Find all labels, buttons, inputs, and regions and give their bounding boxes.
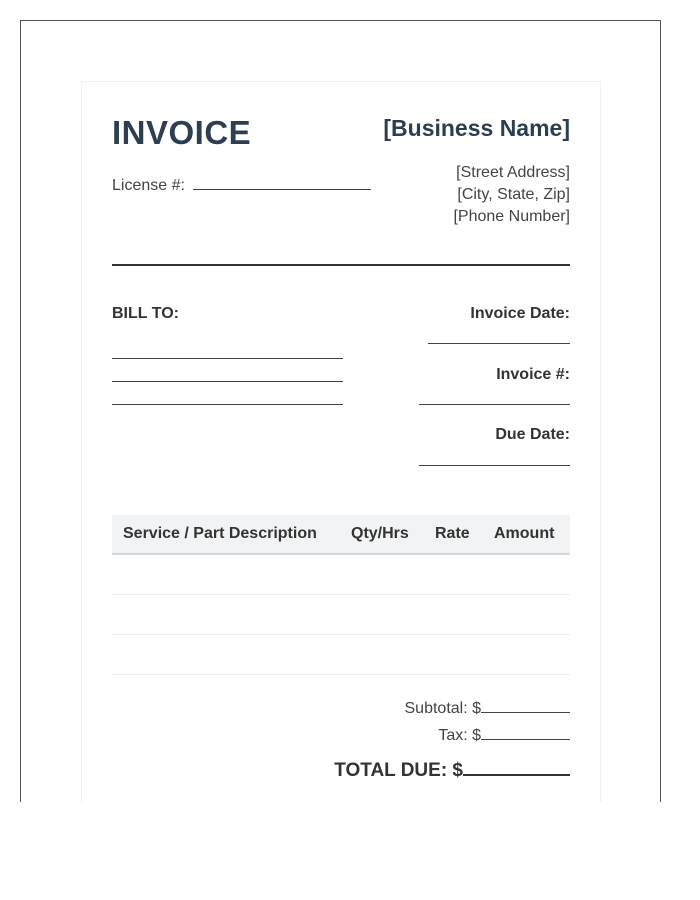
invoice-date-label: Invoice Date: [470,305,570,322]
table-row[interactable] [112,674,570,675]
total-due-field [334,756,570,782]
license-field [112,174,371,195]
total-due-label: TOTAL DUE: $ [334,760,463,781]
table-header [112,515,570,555]
header-divider [112,264,570,266]
column-header-amount: Amount [494,525,555,542]
license-blank-line[interactable] [193,174,371,190]
tax-field [438,724,570,745]
business-name: [Business Name] [383,115,570,141]
total-due-blank-line[interactable] [463,756,570,776]
subtotal-blank-line[interactable] [481,697,570,713]
subtotal-label: Subtotal: $ [404,700,481,717]
invoice-title: INVOICE [112,114,252,151]
invoice-date-line[interactable] [428,343,570,344]
invoice-number-line[interactable] [419,404,570,405]
bill-to-line-2[interactable] [112,381,343,382]
license-label: License #: [112,177,185,194]
city-state-zip: [City, State, Zip] [457,186,570,203]
invoice-number-label: Invoice #: [496,366,570,383]
bill-to-label: BILL TO: [112,305,179,322]
due-date-line[interactable] [419,465,570,466]
column-header-description: Service / Part Description [123,525,317,542]
street-address: [Street Address] [456,164,570,181]
phone-number: [Phone Number] [453,208,570,225]
column-header-rate: Rate [435,525,470,542]
subtotal-field [405,697,571,718]
column-header-qty: Qty/Hrs [351,525,409,542]
tax-label: Tax: $ [438,727,481,744]
bill-to-line-1[interactable] [112,358,343,359]
bill-to-line-3[interactable] [112,404,343,405]
tax-blank-line[interactable] [481,724,570,740]
due-date-label: Due Date: [495,426,570,443]
table-row[interactable] [112,634,570,635]
table-row[interactable] [112,594,570,595]
